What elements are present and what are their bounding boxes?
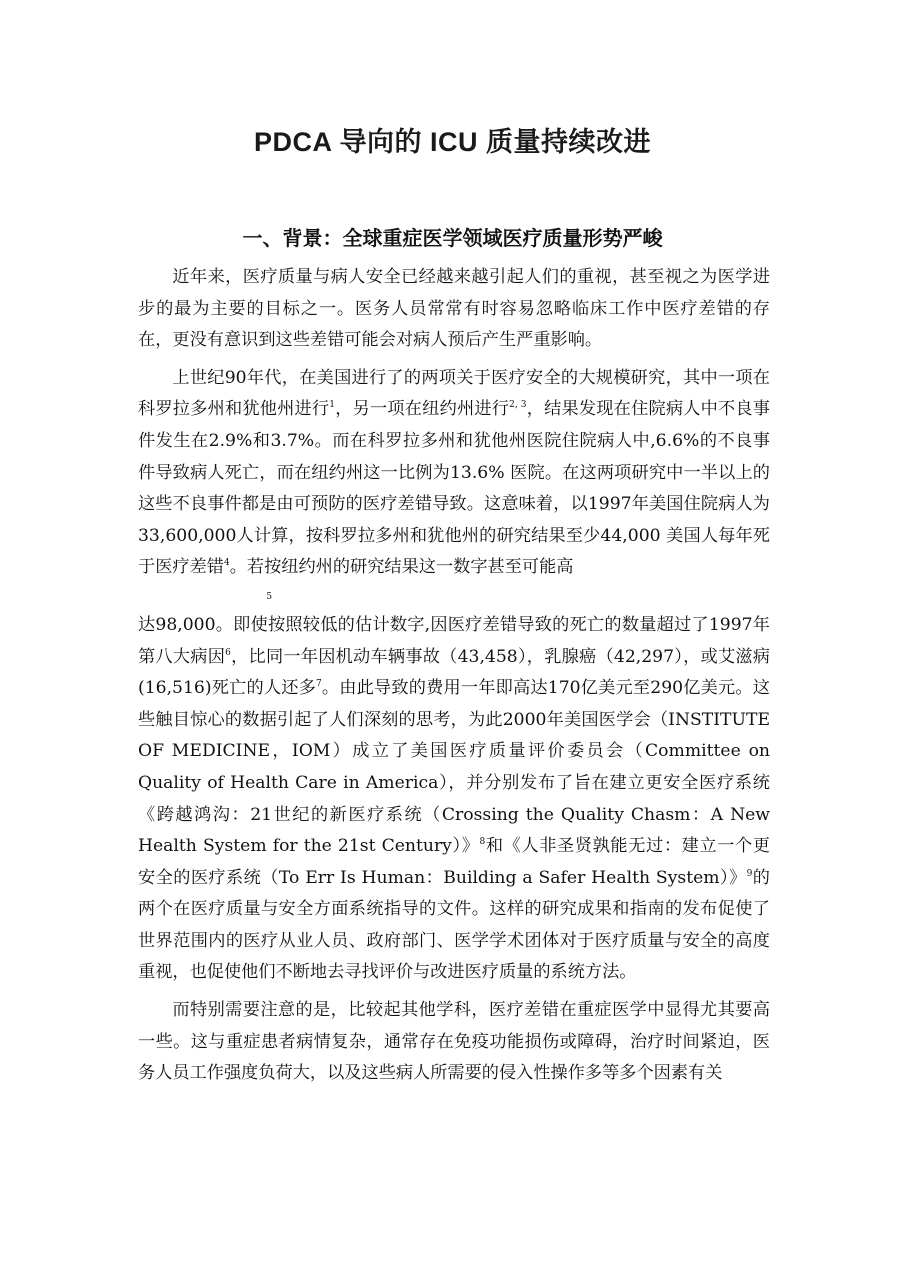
paragraph-2-segment-7: 。由此导致的费用一年即高达170亿美元至290亿美元。这些触目惊心的数据引起了人们深刻的思考，为此2000年美国医学会（INSTITUTE OF MEDICINE，IOM）成立了美国医疗质量评价委员会（Committee on Quality of Health Care in America），并分别发布了旨在建立更安全医疗系统《跨越鸿沟：21世纪的新医疗系统（Crossing the Quality Chasm：A New Health System for the 21st Century）》 <box>138 678 770 857</box>
footnote-ref-4: 4 <box>223 558 230 569</box>
paragraph-2-segment-2: ，另一项在纽约州进行 <box>335 399 510 420</box>
paragraph-1: 近年来，医疗质量与病人安全已经越来越引起人们的重视，甚至视之为医学进步的最为主要的目标之一。医务人员常常有时容易忽略临床工作中医疗差错的存在，更没有意识到这些差错可能会对病人预后产生严重影响。 <box>138 267 770 351</box>
paragraph-2 <box>138 363 770 989</box>
paragraph-2-segment-8: 和《人非圣贤孰能无过：建立一个更安全的医疗系统（To Err Is Human：Building a Safer Health System）》 <box>138 836 770 888</box>
footnote-ref-5: 5 <box>266 591 273 602</box>
paragraph-2-segment-3: ，结果发现在住院病人中不良事件发生在2.9%和3.7%。而在科罗拉多州和犹他州医院住院病人中,6.6%的不良事件导致病人死亡，而在纽约州这一比例为13.6% 医院。在这两项研究中一半以上的这些不良事件都是由可预防的医疗差错导致。这意味着，以1997年美国住院病人为33,600,000人计算，按科罗拉多州和犹他州的研究结果至少44,000 美国人每年死于医疗差错 <box>138 399 770 578</box>
footnote-ref-9: 9 <box>746 868 753 879</box>
body-text <box>138 262 770 1090</box>
section-heading: 一、背景：全球重症医学领域医疗质量形势严峻 <box>242 226 663 250</box>
footnote-ref-6: 6 <box>225 647 231 658</box>
paragraph-2-segment-4: 。若按纽约州的研究结果这一数字甚至可能高 <box>229 557 574 578</box>
footnote-ref-8: 8 <box>479 837 486 848</box>
paragraph-2-segment-6: ，比同一年因机动车辆事故（43,458），乳腺癌（42,297），或艾滋病(16,516)死亡的人还多 <box>138 646 770 699</box>
document-title: PDCA 导向的 ICU 质量持续改进 <box>253 127 651 157</box>
paragraph-2-segment-5: 达98,000。即使按照较低的估计数字,因医疗差错导致的死亡的数量超过了1997年第八大病因 <box>138 614 770 667</box>
paragraph-2-segment-9: 的两个在医疗质量与安全方面系统指导的文件。这样的研究成果和指南的发布促使了世界范围内的医疗从业人员、政府部门、医学学术团体对于医疗质量与安全的高度重视，也促使他们不断地去寻找评价与改进医疗质量的系统方法。 <box>138 867 770 983</box>
footnote-ref-2-3: 2, 3 <box>509 400 527 411</box>
paragraph-3: 而特别需要注意的是，比较起其他学科，医疗差错在重症医学中显得尤其要高一些。这与重症患者病情复杂，通常存在免疫功能损伤或障碍，治疗时间紧迫，医务人员工作强度负荷大，以及这些病人所需要的侵入性操作多等多个因素有关 <box>138 1000 770 1084</box>
footnote-ref-1: 1 <box>329 400 336 411</box>
footnote-ref-7: 7 <box>316 679 322 690</box>
paragraph-2-segment-1: 上世纪90年代，在美国进行了的两项关于医疗安全的大规模研究，其中一项在科罗拉多州和犹他州进行 <box>138 367 770 420</box>
